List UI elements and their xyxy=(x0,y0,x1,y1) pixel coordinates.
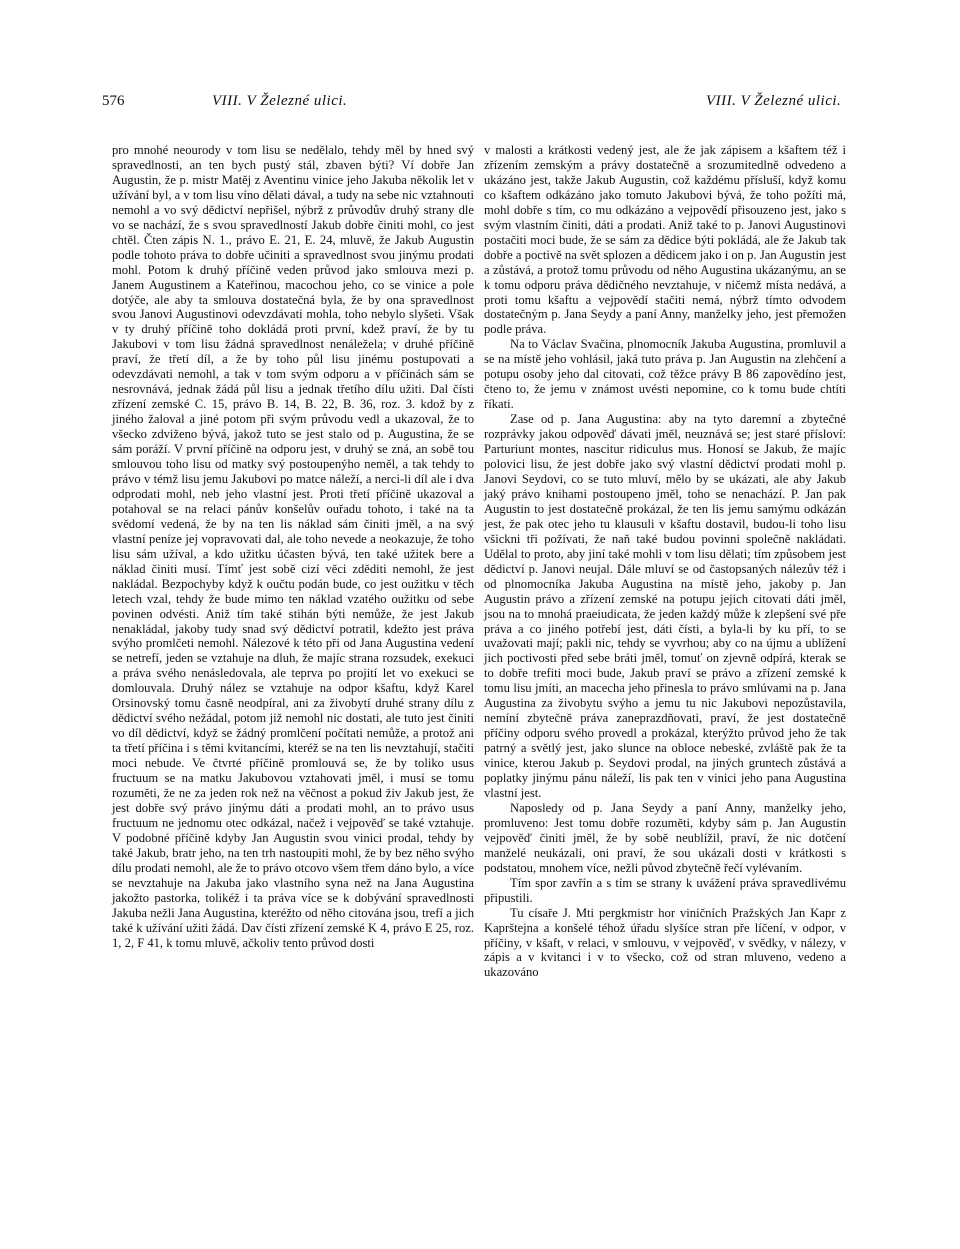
running-title-left: VIII. V Železné ulici. xyxy=(212,93,348,109)
paragraph: Tu císaře J. Mti pergkmistr hor viničních Pražských Jan Kapr z Kaprštejna a konšelé téhož úřadu slyšíce stran pře líčení, v odpor, v příčiny, v kšaft, v relaci, v smlouvu, v vejpověď, v svědky, v nálezy, v zápis a v kvitanci i v to všecko, což od stran mluveno, vedeno a ukazováno xyxy=(484,905,846,980)
left-text-column xyxy=(112,143,474,950)
paragraph: pro mnohé neourody v tom lisu se nedělalo, tehdy měl by hned svý spravedlnosti, an ten bych pustý stál, zbaven býti? Ví dobře Jan Augustin, že p. mistr Matěj z Aventinu vinice jeho Jakuba několik let v užívání byl, a v tom lisu víno dělati dával, a tudy na sebe nic vztahnouti nemohl a vo svý dědictví nepřišel, nýbrž z průvodův druhý strany dle vo se nachází, že s svou spravedlností Jakub dobře činiti mohl, co jest chtěl. Čten zápis N. 1., právo E. 21, E. 24, mluvě, že Jakub Augustin podle tohoto práva to dobře učiniti a spravedlnost svou jinýmu prodati mohl. Potom k druhý příčině veden průvod jako smlouva mezi p. Janem Augustinem a Kateřinou, macochou jeho, co se vinice a pole dotýče, ale aby ta smlouva dostatečná byla, že by ona spravedlnost svou Janovi Augustinovi odevzdávati mohla, toho nebylo slyšeti. Však v ty druhý příčině toho dokládá proti první, kdež praví, že by tu Jakubovi v tom lisu žádná spravedlnost nenáležela; v druhé příčině praví, že třetí díl, a že by toho půl lisu jinému postupovati a odevzdávati nemohl, a tak v tom svým odporu a v příčinách sám se nesrovnává, jednak žádá půl lisu a jednak třetího dílu užiti. Dal čísti zřízení zemské C. 15, právo B. 14, B. 22, B. 36, roz. 3. kdož by z jiného žaloval a jiné potom při svým průvodu vedl a ukazoval, že to všecko zdviženo bývá, jakož tuto se jest stalo od p. Augustina, že se sám poráží. V první příčině na odporu jest, v druhý se zná, an sobě tou smlouvou toho lisu od matky svý postoupenýho neměl, a tak tehdy to právo v témž lisu jemu Jakubovi po matce náleží, a nerci-li díl ale i dva odprodati mohl, neb jeho vlastní jest. Proti třetí příčině ukazoval a potahoval se na relaci pánův konšelův ouřadu tohoto, i také na ta svědomí vedená, že by na ten lis náklad sám činiti jměl, a na svý vlastní peníze jej vopravovati dal, ale toho nevede a neokazuje, že toho lisu sám užíval, a kdo užitku účasten bývá, ten také užitek bere a náklad činiti musí. Tímť jest sobě cizí věci zděditi nemohl, že jest nakládal. Bezpochyby když k oučtu podán bude, co jest oužitku v těch letech vzal, tehdy že bude mimo ten náklad vzatého oužitku od sebe povinen odvésti. Aniž tím také stihán býti nemůže, že jest Jakub nenakládal, jakoby tudy snad svý dědictví potratil, kdežto jest práva svýho promlčeti nemohl. Nálezové k této při od Jana Augustina vedení se netrefí, jeden se vztahuje na dluh, že majíc strana rozsudek, exekuci a práva svého nenásledovala, ale teprva po projití let vo exekuci se domlouvala. Druhý nález se vztahuje na odpor kšaftu, když Karel Orsinovský tomu časně neodpíral, ani za živobytí druhé strany dílu z dědictví svého nežádal, potom již nemohl nic dostati, ale tuto jest činiti vo díl dědictví, když se žádný promlčení počítati nemůže, a protož ani ta třetí příčina i s těmi kvitancími, kteréž se na ten lis nevztahují, stačiti moci nebude. Ve čtvrté příčině promlouvá se, že by toliko usus fructuum se na matku Jakubovou vztahovati jměl, i musí se tomu rozuměti, že ne za jeden rok než na věčnost a pokud živ Jakub jest, že jest dobře svý právo jinýmu dáti a prodati mohl, an to právo usus fructuum ne jednomu otec odkázal, načež i vejpověď se také vztahuje. V podobné příčině kdyby Jan Augustin svou vinici prodal, tehdy by také Jakub, bratr jeho, na ten trh nastoupiti mohl, že by bez něho svýho dílu prodati nemohl, ale že to právo otcovo všem třem dáno bylo, a více se nevztahuje na Jakuba jako vlastního syna než na Jana Augustina jakožto pastorka, tolikéž i ta práva více se k dobývání spravedlnosti Jakuba nežli Jana Augustina, kteréžto od něho citována jsou, trefí a jich také k užívání užiti žádá. Dav čísti zřízení zemské K 4, právo E 25, roz. 1, 2, F 41, k tomu mluvě, ačkoliv tento průvod dosti xyxy=(112,143,474,950)
paragraph: Naposledy od p. Jana Seydy a paní Anny, manželky jeho, promluveno: Jest tomu dobře rozuměti, kdyby sám p. Jan Augustin vejpověď činiti jměl, že by sobě neublížil, praví, že nic dotčení manželé neukázali, oni praví, že sou ukázali dosti v krátkosti s podstatou, mnohem více, nežli původ zbytečně řečí vylévaním. xyxy=(484,800,846,875)
page-number: 576 xyxy=(102,93,125,109)
running-title-right: VIII. V Železné ulici. xyxy=(706,93,842,109)
paragraph: Tím spor zavřín a s tím se strany k uvážení práva spravedlivému připustili. xyxy=(484,875,846,905)
right-text-column xyxy=(484,143,846,980)
paragraph: Na to Václav Svačina, plnomocník Jakuba Augustina, promluvil a se na místě jeho vohlásil, jaká tuto práva p. Jan Augustin na zlehčení a potupu osoby jeho dal citovati, což těžce právy B 86 zapovědíno jest, čteno to, že jemu v známost uvésti nepomine, co k tomu bude chtíti říkati. xyxy=(484,337,846,412)
paragraph: Zase od p. Jana Augustina: aby na tyto daremní a zbytečné rozprávky jakou odpověď dávati jměl, neuznává se; jest staré přísloví: Parturiunt montes, nascitur ridiculus mus. Honosí se Jakub, že majíc polovici lisu, že jest dobře jako svý vlastní dědictví prodati mohl p. Janovi Seydovi, co se tuto mluví, mělo by se ukázati, ale aby Jakub jaký právo knihami postoupeno jměl, toho se nenachází. P. Jan pak Augustin to jest dostatečně prokázal, že ten lis jemu samýmu odkázán jest, že pak otec jeho tu klausuli v kšaftu dostavil, budou-li toho lisu všickni tři požívati, že naň také budou povinni společně nakládati. Udělal to proto, aby jiní také mohli v tom lisu dělati; tím způsobem jest dědictví p. Janovi neujal. Dále mluví se od častopsaných nálezův též i od plnomocníka Jakuba Augustina na místě jeho, jakoby p. Jan Augustin právo a zřízení zemské na potupu jejich citovati dáti jměl, jsou na to mnohá praeiudicata, že jeden každý může k zlepšení své pře práva a co jiného potřebí jest, dáti čísti, a byla-li by ku pří, to se uvažovati mají; pakli nic, tehdy se vyvrhou; aby co na újmu a ublížení jich poctivosti před sebe bráti jměl, tomuť on zjevně odpírá, kterak se to dobře trefiti moci bude, Jakub praví se právo a zřízení zemské k tomu lisu jmíti, an macecha jeho přinesla to právo smlúvami na p. Jana Augustina za živobytu svýho a jemu tu nic Jakubovi nepozůstavila, nemíní zbytečně práva zaneprazdňovati, praví, že jest dostatečně příčiny odporu svého provedl a prokázal, kterýžto průvod jeho že tak patrný a světlý jest, jako slunce na obloce nebeské, zvláště pak že ta vinice, kterou Jakub p. Seydovi prodal, na jiných gruntech zůstává a poplatky jinýmu pánu náleží, lis pak ten v vinici jeho pana Augustina vlastní jest. xyxy=(484,412,846,800)
paragraph: v malosti a krátkosti vedený jest, ale že jak zápisem a kšaftem též i zřízením zemským a právy dostatečně a srozumitedlně odvedeno a ukázáno jest, takže Jakub Augustin, což každému přísluší, když komu co kšaftem odkázáno jako tomuto Jakubovi bývá, že toho požíti má, mohl dobře s tím, co mu odkázáno a vejpovědí přisouzeno jest, jako s svým vlastním činiti, dáti a prodati. Aniž také to p. Janovi Augustinovi postačiti moci bude, že se sám za dědice býti pokládá, ale že Jakub tak dobře a poctivě na svět splozen a dědicem jako i on p. Jan Augustin jest a zůstává, a protož tomu průvodu od něho Augustina ukázanýmu, an se k tomu odporu práva dědičného nevztahuje, v ničemž místa nedává, a proti tomu kšaftu a vejpovědí stačiti nemá, nýbrž tímto odvodem dostatečným p. Jana Seydy a paní Anny, manželky jeho, jest přemožen podle práva. xyxy=(484,143,846,337)
running-header xyxy=(102,93,848,117)
